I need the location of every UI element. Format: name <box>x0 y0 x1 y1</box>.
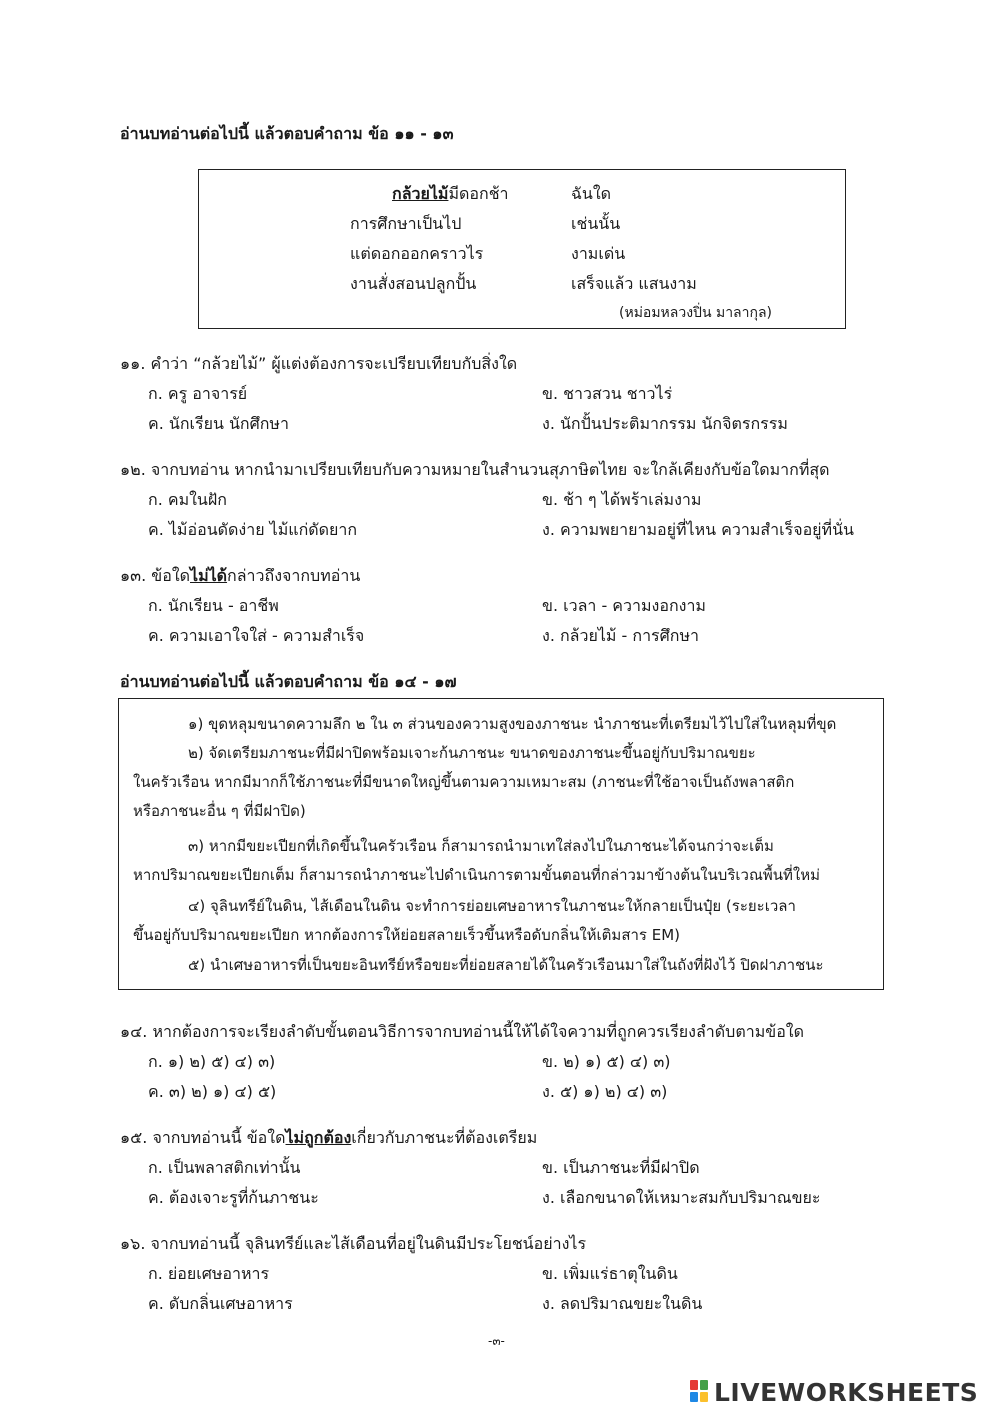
passage-line-1: ๑) ขุดหลุมขนาดความลึก ๒ ใน ๓ ส่วนของความสูงของภาชนะ นำภาชนะที่เตรียมไว้ไปใส่ในหลุมที่ขุด <box>188 715 837 733</box>
page-number: -๓- <box>488 1334 505 1348</box>
poem-line-4-right: เสร็จแล้ว แสนงาม <box>571 274 697 293</box>
liveworksheets-wordmark: LIVEWORKSHEETS <box>714 1378 979 1407</box>
poem-line-2-left: การศึกษาเป็นไป <box>350 214 462 233</box>
passage-line-6: หากปริมาณขยะเปียกเต็ม ก็สามารถนำภาชนะไปดำเนินการตามขั้นตอนที่กล่าวมาข้างต้นในบริเวณพื้นที่ใหม่ <box>133 866 820 884</box>
q15-option-a[interactable]: ก. เป็นพลาสติกเท่านั้น <box>148 1158 301 1177</box>
q12-option-b[interactable]: ข. ช้า ๆ ได้พร้าเล่มงาม <box>542 490 702 509</box>
passage-line-9: ๕) นำเศษอาหารที่เป็นขยะอินทรีย์หรือขยะที่ย่อยสลายได้ในครัวเรือนมาใส่ในถังที่ฝังไว้ ปิดฝาภาชนะ <box>188 956 824 974</box>
q14-option-c[interactable]: ค. ๓) ๒) ๑) ๔) ๕) <box>148 1082 277 1101</box>
q11-option-c[interactable]: ค. นักเรียน นักศึกษา <box>148 414 289 433</box>
q13-option-d[interactable]: ง. กล้วยไม้ - การศึกษา <box>542 626 700 645</box>
poem-line-2-right: เช่นนั้น <box>571 214 621 233</box>
q11-option-a[interactable]: ก. ครู อาจารย์ <box>148 384 248 403</box>
q13-stem-emphasis: ไม่ได้ <box>190 566 228 585</box>
q13-option-b[interactable]: ข. เวลา - ความงอกงาม <box>542 596 706 615</box>
question-15 <box>120 1126 537 1151</box>
q13-stem-post: กล่าวถึงจากบทอ่าน <box>227 566 361 585</box>
passage-line-4: หรือภาชนะอื่น ๆ ที่มีฝาปิด) <box>133 802 306 820</box>
q13-option-c[interactable]: ค. ความเอาใจใส่ - ความสำเร็จ <box>148 626 365 645</box>
q16-option-b[interactable]: ข. เพิ่มแร่ธาตุในดิน <box>542 1264 678 1283</box>
q15-stem-pre: ๑๕. จากบทอ่านนี้ ข้อใด <box>120 1128 286 1147</box>
poem-line-1-rest: มีดอกช้า <box>448 184 509 203</box>
q15-option-d[interactable]: ง. เลือกขนาดให้เหมาะสมกับปริมาณขยะ <box>542 1188 821 1207</box>
poem-box <box>198 169 846 329</box>
q14-option-b[interactable]: ข. ๒) ๑) ๕) ๔) ๓) <box>542 1052 671 1071</box>
poem-line-4-left: งานสั่งสอนปลูกปั้น <box>350 274 477 293</box>
poem-author: (หม่อมหลวงปิ่น มาลากุล) <box>619 305 773 321</box>
question-12: ๑๒. จากบทอ่าน หากนำมาเปรียบเทียบกับความหมายในสำนวนสุภาษิตไทย จะใกล้เคียงกับข้อใดมากที่สุด <box>120 460 830 479</box>
question-11: ๑๑. คำว่า “กล้วยไม้” ผู้แต่งต้องการจะเปรียบเทียบกับสิ่งใด <box>120 354 518 373</box>
q15-stem-emphasis: ไม่ถูกต้อง <box>285 1128 352 1147</box>
section-heading-1: อ่านบทอ่านต่อไปนี้ แล้วตอบคำถาม ข้อ ๑๑ - ๑๓ <box>120 124 454 143</box>
q16-option-d[interactable]: ง. ลดปริมาณขยะในดิน <box>542 1294 703 1313</box>
q15-stem-post: เกี่ยวกับภาชนะที่ต้องเตรียม <box>351 1128 538 1147</box>
q11-option-b[interactable]: ข. ชาวสวน ชาวไร่ <box>542 384 673 403</box>
q16-option-a[interactable]: ก. ย่อยเศษอาหาร <box>148 1264 270 1283</box>
passage-line-5: ๓) หากมีขยะเปียกที่เกิดขึ้นในครัวเรือน ก็สามารถนำมาเทใส่ลงไปในภาชนะได้จนกว่าจะเต็ม <box>188 837 774 855</box>
q13-stem-pre: ๑๓. ข้อใด <box>120 566 191 585</box>
q15-option-b[interactable]: ข. เป็นภาชนะที่มีฝาปิด <box>542 1158 700 1177</box>
q11-option-d[interactable]: ง. นักปั้นประติมากรรม นักจิตรกรรม <box>542 414 788 433</box>
passage-line-3: ในครัวเรือน หากมีมากก็ใช้ภาชนะที่มีขนาดใหญ่ขึ้นตามความเหมาะสม (ภาชนะที่ใช้อาจเป็นถังพลาสติก <box>133 773 795 791</box>
poem-line-3-right: งามเด่น <box>571 244 626 263</box>
passage-line-8: ขึ้นอยู่กับปริมาณขยะเปียก หากต้องการให้ย่อยสลายเร็วขึ้นหรือดับกลิ่นให้เติมสาร EM) <box>133 926 680 944</box>
poem-line-1-right: ฉันใด <box>571 184 612 203</box>
q15-option-c[interactable]: ค. ต้องเจาะรูที่ก้นภาชนะ <box>148 1188 319 1207</box>
question-14: ๑๔. หากต้องการจะเรียงลำดับขั้นตอนวิธีการจากบทอ่านนี้ให้ได้ใจความที่ถูกควรเรียงลำดับตามข้อใด <box>120 1022 804 1041</box>
q12-option-c[interactable]: ค. ไม้อ่อนดัดง่าย ไม้แก่ดัดยาก <box>148 520 358 539</box>
q14-option-a[interactable]: ก. ๑) ๒) ๕) ๔) ๓) <box>148 1052 276 1071</box>
poem-line-3-left: แต่ดอกออกคราวไร <box>350 244 484 263</box>
passage-line-7: ๔) จุลินทรีย์ในดิน, ไส้เดือนในดิน จะทำการย่อยเศษอาหารในภาชนะให้กลายเป็นปุ๋ย (ระยะเวลา <box>188 897 796 915</box>
liveworksheets-brand[interactable] <box>690 1378 978 1407</box>
q12-option-d[interactable]: ง. ความพยายามอยู่ที่ไหน ความสำเร็จอยู่ที่นั่น <box>542 520 854 539</box>
passage-line-2: ๒) จัดเตรียมภาชนะที่มีฝาปิดพร้อมเจาะก้นภาชนะ ขนาดของภาชนะขึ้นอยู่กับปริมาณขยะ <box>188 744 756 762</box>
poem-emphasis-word: กล้วยไม้ <box>392 184 449 203</box>
q16-option-c[interactable]: ค. ดับกลิ่นเศษอาหาร <box>148 1294 293 1313</box>
liveworksheets-logo-icon <box>690 1380 710 1404</box>
question-16: ๑๖. จากบทอ่านนี้ จุลินทรีย์และไส้เดือนที่อยู่ในดินมีประโยชน์อย่างไร <box>120 1234 587 1253</box>
q14-option-d[interactable]: ง. ๕) ๑) ๒) ๔) ๓) <box>542 1082 668 1101</box>
section-heading-2: อ่านบทอ่านต่อไปนี้ แล้วตอบคำถาม ข้อ ๑๔ - ๑๗ <box>120 672 457 691</box>
poem-line-1-left <box>392 182 509 207</box>
q13-option-a[interactable]: ก. นักเรียน - อาชีพ <box>148 596 279 615</box>
q12-option-a[interactable]: ก. คมในฝัก <box>148 490 227 509</box>
question-13 <box>120 564 360 589</box>
